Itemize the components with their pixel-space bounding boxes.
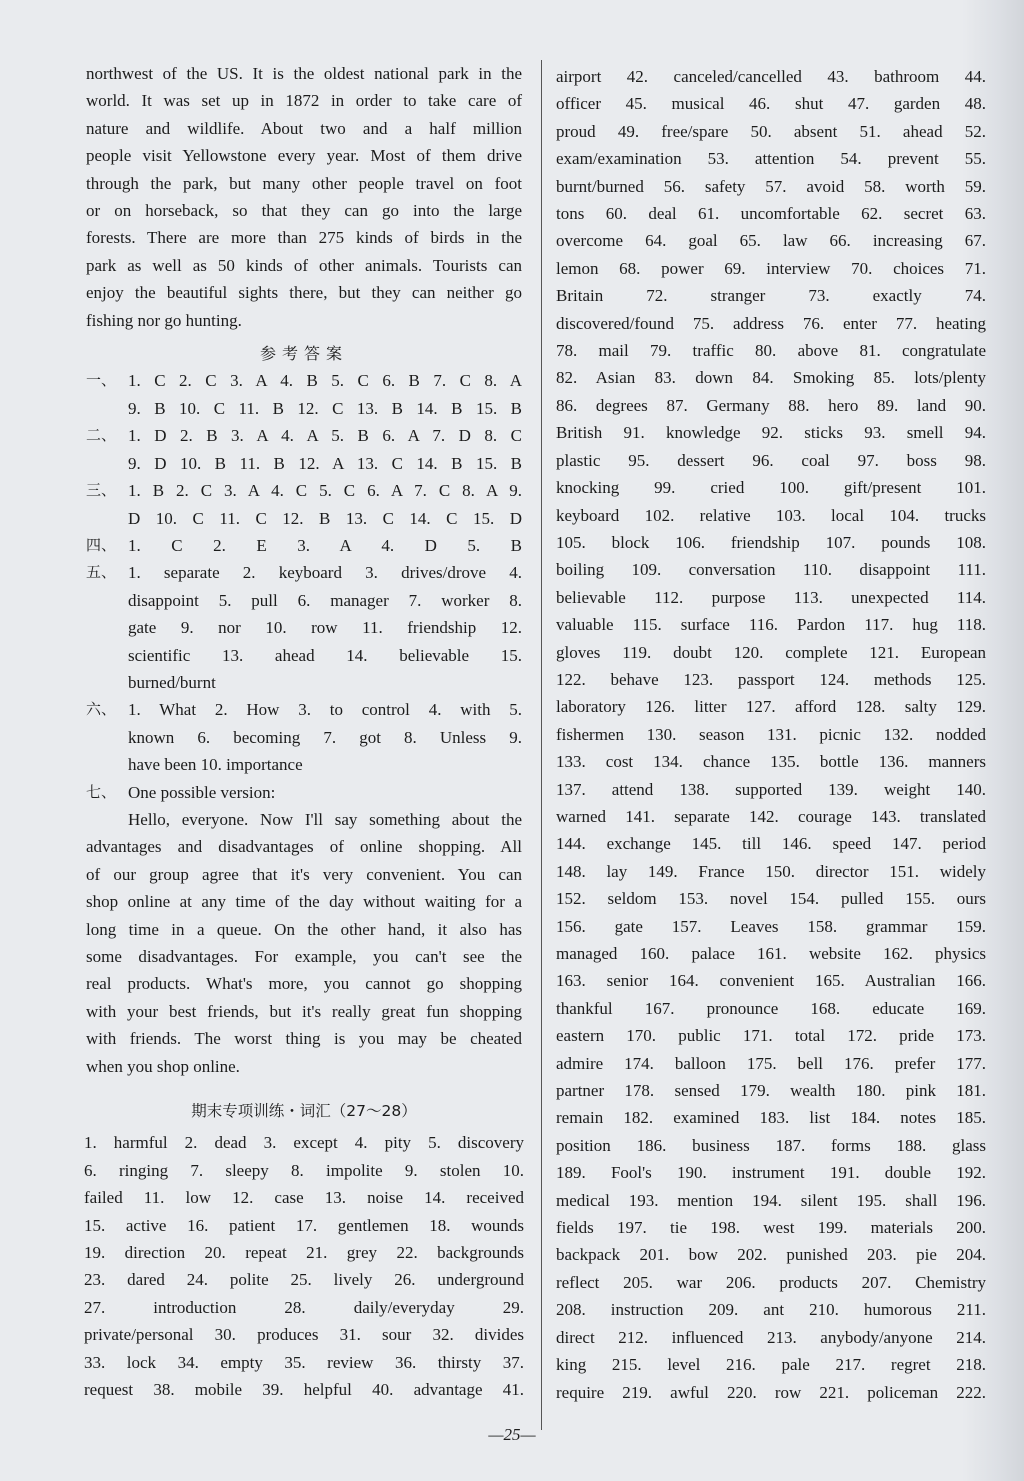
vocab-line: valuable 115. surface 116. Pardon 117. hug 118.	[556, 615, 986, 635]
vocab-line: private/personal 30. produces 31. sour 32. divides	[84, 1325, 524, 1345]
left-column	[86, 60, 522, 1404]
vocab-line: 137. attend 138. supported 139. weight 140.	[556, 779, 986, 799]
vocab-line: reflect 205. war 206. products 207. Chemistry	[556, 1272, 986, 1292]
vocab-line: partner 178. sensed 179. wealth 180. pink 181.	[556, 1081, 986, 1101]
vocab-answers-right	[556, 63, 986, 1406]
answer-section-label	[86, 642, 128, 669]
vocab-line: 156. gate 157. Leaves 158. grammar 159.	[556, 916, 986, 936]
vocab-line: knocking 99. cried 100. gift/present 101.	[556, 478, 986, 498]
passage-line: northwest of the US. It is the oldest national park in the	[86, 64, 522, 83]
vocab-line: warned 141. separate 142. courage 143. translated	[556, 806, 986, 826]
answer-section-label	[86, 505, 128, 532]
vocab-line: 1. harmful 2. dead 3. except 4. pity 5. discovery	[84, 1133, 524, 1153]
passage-line: or on horseback, so that they can go into the large	[86, 201, 522, 221]
vocab-line: airport 42. canceled/cancelled 43. bathroom 44.	[556, 67, 986, 86]
vocab-line: boiling 109. conversation 110. disappoint 111.	[556, 560, 986, 580]
vocab-line: 6. ringing 7. sleepy 8. impolite 9. stolen 10.	[84, 1160, 524, 1180]
vocab-line: 163. senior 164. convenient 165. Australian 166.	[556, 971, 986, 991]
passage-line: nature and wildlife. About two and a half million	[86, 118, 522, 138]
vocab-line: 152. seldom 153. novel 154. pulled 155. ours	[556, 889, 986, 909]
vocab-line: 122. behave 123. passport 124. methods 125.	[556, 669, 986, 689]
answer-section-label	[86, 751, 128, 778]
essay-line: real products. What's more, you cannot go shopping	[86, 974, 522, 994]
answer-text: scientific 13. ahead 14. believable 15.	[128, 645, 522, 665]
vocab-line: direct 212. influenced 213. anybody/anyone 214.	[556, 1327, 986, 1347]
vocab-line: gloves 119. doubt 120. complete 121. European	[556, 642, 986, 662]
answer-row	[86, 477, 522, 504]
answer-section-label: 七、	[86, 782, 117, 801]
passage-line: fishing nor go hunting.	[86, 310, 242, 330]
answer-row	[86, 505, 522, 532]
answer-row	[86, 450, 522, 477]
answer-row	[86, 559, 522, 586]
page-number: —25—	[488, 1425, 536, 1444]
answer-text: 1. B 2. C 3. A 4. C 5. C 6. A 7. C 8. A 9.	[128, 481, 522, 501]
vocab-line: fields 197. tie 198. west 199. materials 200.	[556, 1218, 986, 1238]
answer-text: disappoint 5. pull 6. manager 7. worker 8.	[128, 590, 522, 610]
answer-section-label	[86, 724, 128, 751]
essay-line: with friends. The worst thing is you may be cheated	[86, 1029, 522, 1049]
answer-row	[86, 724, 522, 751]
passage-line: people visit Yellowstone every year. Most of them drive	[86, 146, 522, 166]
passage-line: forests. There are more than 275 kinds of birds in the	[86, 228, 522, 248]
vocab-line: 105. block 106. friendship 107. pounds 108.	[556, 532, 986, 552]
answer-text: 9. B 10. C 11. B 12. C 13. B 14. B 15. B	[128, 398, 522, 418]
answer-row	[86, 614, 522, 641]
answer-text: D 10. C 11. C 12. B 13. C 14. C 15. D	[128, 508, 522, 528]
vocab-line: 133. cost 134. chance 135. bottle 136. manners	[556, 752, 986, 772]
vocab-line: admire 174. balloon 175. bell 176. prefer 177.	[556, 1053, 986, 1073]
vocab-line: discovered/found 75. address 76. enter 77. heating	[556, 313, 986, 333]
answer-row	[86, 642, 522, 669]
vocab-line: 208. instruction 209. ant 210. humorous 211.	[556, 1300, 986, 1320]
answer-row	[86, 395, 522, 422]
reading-passage	[86, 60, 522, 334]
column-divider	[541, 60, 542, 1430]
vocab-line: proud 49. free/spare 50. absent 51. ahead 52.	[556, 121, 986, 141]
essay-line: with your best friends, but it's really great fun shopping	[86, 1001, 522, 1021]
answer-section-label	[86, 395, 128, 422]
answer-row	[86, 422, 522, 449]
vocab-line: burnt/burned 56. safety 57. avoid 58. worth 59.	[556, 176, 986, 196]
answer-text: 1. D 2. B 3. A 4. A 5. B 6. A 7. D 8. C	[128, 426, 522, 446]
vocab-line: Britain 72. stranger 73. exactly 74.	[556, 286, 986, 306]
answer-section-label: 六、	[86, 700, 117, 719]
vocab-line: overcome 64. goal 65. law 66. increasing 67.	[556, 231, 986, 251]
vocab-line: eastern 170. public 171. total 172. pride 173.	[556, 1026, 986, 1046]
essay-line: when you shop online.	[86, 1056, 240, 1076]
answer-text: 1. What 2. How 3. to control 4. with 5.	[128, 700, 522, 720]
essay-line: some disadvantages. For example, you can't see the	[86, 947, 522, 966]
answer-row	[86, 587, 522, 614]
essay-line: shop online at any time of the day without waiting for a	[86, 892, 522, 912]
answer-row	[86, 532, 522, 559]
vocab-line: remain 182. examined 183. list 184. notes 185.	[556, 1108, 986, 1128]
answer-row	[86, 696, 522, 723]
vocab-line: require 219. awful 220. row 221. policeman 222.	[556, 1382, 986, 1402]
answer-text: have been 10. importance	[128, 755, 303, 775]
vocab-line: 189. Fool's 190. instrument 191. double 192.	[556, 1163, 986, 1183]
vocab-line: 82. Asian 83. down 84. Smoking 85. lots/plenty	[556, 368, 986, 388]
vocab-line: plastic 95. dessert 96. coal 97. boss 98.	[556, 450, 986, 470]
vocab-line: 33. lock 34. empty 35. review 36. thirsty 37.	[84, 1352, 524, 1372]
answer-section-label	[86, 450, 128, 477]
vocab-line: failed 11. low 12. case 13. noise 14. received	[84, 1188, 524, 1208]
answer-row	[86, 367, 522, 394]
vocab-line: laboratory 126. litter 127. afford 128. salty 129.	[556, 697, 986, 717]
answer-section-label: 五、	[86, 563, 117, 582]
answer-section-label: 一、	[86, 371, 117, 390]
vocab-section-title: 期末专项训练・词汇（27～28）	[191, 1102, 417, 1121]
vocab-line: lemon 68. power 69. interview 70. choices 71.	[556, 258, 986, 278]
vocab-line: 27. introduction 28. daily/everyday 29.	[84, 1297, 524, 1317]
answer-section-label	[86, 614, 128, 641]
answer-section-label: 三、	[86, 481, 117, 500]
answer-section-label	[86, 669, 128, 696]
passage-line: park as well as 50 kinds of other animals. Tourists can	[86, 255, 522, 275]
essay-line: long time in a queue. On the other hand, it also has	[86, 919, 522, 939]
vocab-line: 19. direction 20. repeat 21. grey 22. backgrounds	[84, 1243, 524, 1263]
vocab-line: British 91. knowledge 92. sticks 93. smell 94.	[556, 423, 986, 443]
vocab-line: 23. dared 24. polite 25. lively 26. underground	[84, 1270, 524, 1290]
passage-line: enjoy the beautiful sights there, but they can neither go	[86, 283, 522, 303]
vocab-line: request 38. mobile 39. helpful 40. advantage 41.	[84, 1380, 524, 1400]
answer-text: 1. C 2. E 3. A 4. D 5. B	[128, 535, 522, 555]
answer-key	[86, 367, 522, 806]
vocab-answers-left	[84, 1129, 524, 1403]
answer-row	[86, 669, 522, 696]
vocab-line: exam/examination 53. attention 54. prevent 55.	[556, 149, 986, 169]
vocab-line: 148. lay 149. France 150. director 151. widely	[556, 861, 986, 881]
right-column	[556, 63, 986, 1406]
vocab-line: keyboard 102. relative 103. local 104. trucks	[556, 505, 986, 525]
vocab-line: 78. mail 79. traffic 80. above 81. congratulate	[556, 341, 986, 361]
vocab-line: officer 45. musical 46. shut 47. garden 48.	[556, 94, 986, 114]
essay-line: advantages and disadvantages of online shopping. All	[86, 837, 522, 857]
vocab-line: thankful 167. pronounce 168. educate 169.	[556, 998, 986, 1018]
vocab-line: medical 193. mention 194. silent 195. shall 196.	[556, 1190, 986, 1210]
vocab-line: backpack 201. bow 202. punished 203. pie 204.	[556, 1245, 986, 1265]
answer-section-label: 四、	[86, 535, 117, 554]
answer-section-label	[86, 587, 128, 614]
answer-row	[86, 751, 522, 778]
vocab-line: believable 112. purpose 113. unexpected 114.	[556, 587, 986, 607]
vocab-line: managed 160. palace 161. website 162. physics	[556, 944, 986, 963]
passage-line: world. It was set up in 1872 in order to take care of	[86, 91, 522, 111]
vocab-line: 144. exchange 145. till 146. speed 147. period	[556, 834, 986, 854]
essay-line: of our group agree that it's very convenient. You can	[86, 864, 522, 884]
answer-text: 9. D 10. B 11. B 12. A 13. C 14. B 15. B	[128, 453, 522, 473]
answer-row	[86, 779, 522, 806]
vocab-line: king 215. level 216. pale 217. regret 218.	[556, 1355, 986, 1375]
sample-essay	[86, 806, 522, 1080]
answer-text: known 6. becoming 7. got 8. Unless 9.	[128, 727, 522, 747]
vocab-line: tons 60. deal 61. uncomfortable 62. secret 63.	[556, 204, 986, 224]
passage-line: through the park, but many other people travel on foot	[86, 173, 522, 193]
vocab-line: 86. degrees 87. Germany 88. hero 89. land 90.	[556, 395, 986, 415]
answer-text: 1. separate 2. keyboard 3. drives/drove 4.	[128, 563, 522, 583]
vocab-line: position 186. business 187. forms 188. glass	[556, 1135, 986, 1155]
answer-text: 1. C 2. C 3. A 4. B 5. C 6. B 7. C 8. A	[128, 371, 522, 391]
answer-section-label: 二、	[86, 426, 117, 445]
vocab-line: 15. active 16. patient 17. gentlemen 18. wounds	[84, 1215, 524, 1235]
answer-text: One possible version:	[128, 782, 276, 802]
answers-heading: 参考答案	[259, 344, 348, 364]
answer-text: gate 9. nor 10. row 11. friendship 12.	[128, 618, 522, 638]
vocab-line: fishermen 130. season 131. picnic 132. nodded	[556, 724, 986, 744]
essay-line: Hello, everyone. Now I'll say something about the	[128, 809, 522, 829]
answer-text: burned/burnt	[128, 672, 216, 692]
